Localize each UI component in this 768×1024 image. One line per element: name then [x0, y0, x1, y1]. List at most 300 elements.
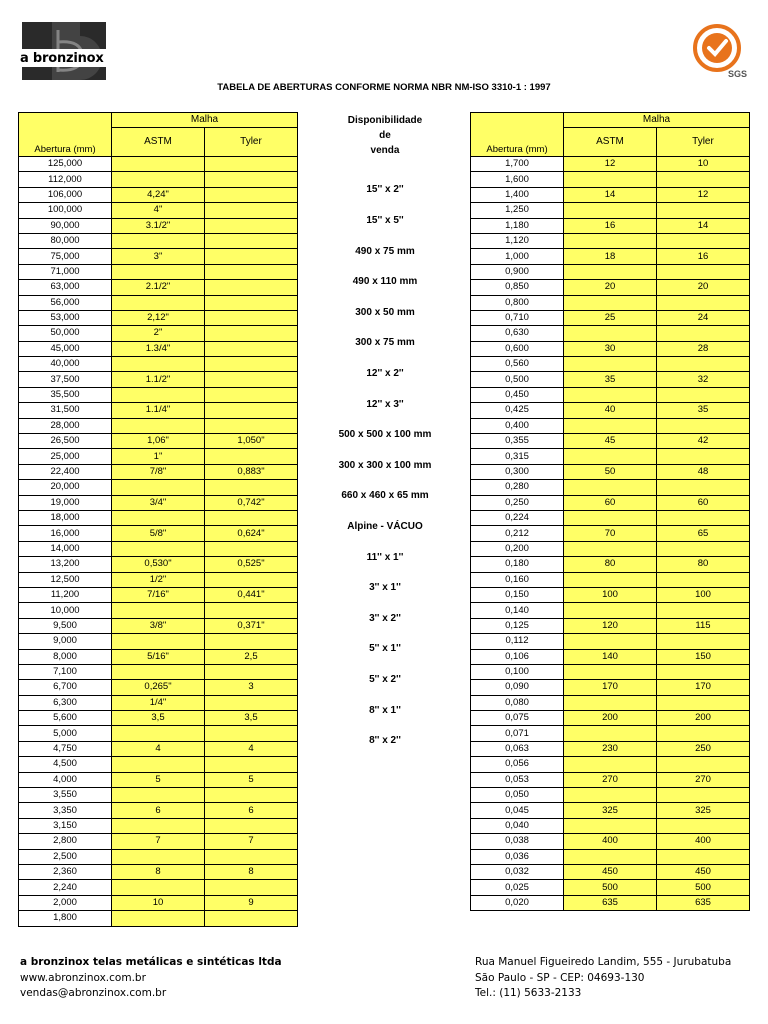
astm-cell — [564, 695, 657, 710]
table-row — [19, 557, 298, 572]
abertura-cell: 16,000 — [19, 526, 112, 541]
page-title: TABELA DE ABERTURAS CONFORME NORMA NBR NM-ISO 3310-1 : 1997 — [217, 82, 551, 93]
tyler-cell — [205, 695, 298, 710]
tyler-cell — [657, 510, 750, 525]
tyler-cell: 200 — [657, 711, 750, 726]
tyler-cell: 9 — [205, 895, 298, 910]
tyler-cell: 32 — [657, 372, 750, 387]
tyler-cell: 450 — [657, 864, 750, 879]
table-row — [19, 726, 298, 741]
table-row — [471, 695, 750, 710]
table-row — [19, 510, 298, 525]
abertura-cell: 0,053 — [471, 772, 564, 787]
abertura-cell: 0,900 — [471, 264, 564, 279]
table-row — [471, 326, 750, 341]
astm-header: ASTM — [564, 128, 657, 157]
disponibilidade-item: 300 x 300 x 100 mm — [338, 459, 432, 471]
abertura-cell: 1,120 — [471, 233, 564, 248]
astm-cell: 1/2" — [112, 572, 205, 587]
abertura-cell: 0,056 — [471, 757, 564, 772]
abertura-cell: 0,090 — [471, 680, 564, 695]
tyler-cell — [205, 510, 298, 525]
tyler-cell: 4 — [205, 741, 298, 756]
abertura-cell: 6,300 — [19, 695, 112, 710]
tyler-cell — [205, 480, 298, 495]
tyler-cell — [657, 480, 750, 495]
table-row — [471, 372, 750, 387]
disponibilidade-item: 5'' x 1'' — [369, 643, 401, 655]
table-row — [471, 587, 750, 602]
abertura-cell: 0,063 — [471, 741, 564, 756]
tyler-cell: 16 — [657, 249, 750, 264]
table-row — [19, 895, 298, 910]
astm-cell: 7/16" — [112, 587, 205, 602]
abertura-cell: 0,160 — [471, 572, 564, 587]
disponibilidade-item: 8'' x 2'' — [369, 735, 401, 747]
table-row — [19, 803, 298, 818]
disponibilidade-line: Disponibilidade — [347, 115, 423, 126]
table-row — [19, 680, 298, 695]
table-row — [19, 649, 298, 664]
astm-cell: 3,5 — [112, 711, 205, 726]
table-row — [19, 634, 298, 649]
astm-cell: 1/4" — [112, 695, 205, 710]
astm-cell: 7 — [112, 834, 205, 849]
abertura-cell: 1,600 — [471, 172, 564, 187]
table-row — [471, 664, 750, 679]
abertura-cell: 0,800 — [471, 295, 564, 310]
footer-address — [475, 955, 731, 1002]
astm-cell — [112, 849, 205, 864]
tyler-cell — [657, 788, 750, 803]
table-row — [471, 895, 750, 910]
table-row — [19, 310, 298, 325]
table-row — [19, 834, 298, 849]
abertura-cell: 37,500 — [19, 372, 112, 387]
astm-cell: 270 — [564, 772, 657, 787]
abertura-cell: 0,075 — [471, 711, 564, 726]
abertura-cell: 5,600 — [19, 711, 112, 726]
astm-cell — [564, 449, 657, 464]
table-row — [471, 557, 750, 572]
astm-cell — [564, 572, 657, 587]
astm-header: ASTM — [112, 128, 205, 157]
table-row — [19, 418, 298, 433]
tyler-cell — [657, 664, 750, 679]
table-row — [471, 880, 750, 895]
astm-cell — [564, 757, 657, 772]
tyler-cell: 325 — [657, 803, 750, 818]
astm-cell: 3/4" — [112, 495, 205, 510]
abertura-cell: 0,125 — [471, 618, 564, 633]
astm-cell: 170 — [564, 680, 657, 695]
tyler-cell — [205, 788, 298, 803]
abertura-cell: 0,315 — [471, 449, 564, 464]
astm-cell: 100 — [564, 587, 657, 602]
tyler-cell: 635 — [657, 895, 750, 910]
tyler-cell: 6 — [205, 803, 298, 818]
tyler-cell — [205, 233, 298, 248]
table-row — [471, 403, 750, 418]
table-row — [19, 464, 298, 479]
city-postal: São Paulo - SP - CEP: 04693-130 — [475, 971, 645, 984]
astm-cell — [564, 480, 657, 495]
table-row — [19, 741, 298, 756]
abertura-cell: 4,750 — [19, 741, 112, 756]
abertura-cell: 6,700 — [19, 680, 112, 695]
astm-cell: 45 — [564, 434, 657, 449]
astm-cell: 1,06" — [112, 434, 205, 449]
astm-cell — [112, 664, 205, 679]
tyler-cell: 12 — [657, 187, 750, 202]
abertura-cell: 4,500 — [19, 757, 112, 772]
astm-cell: 0,530" — [112, 557, 205, 572]
abertura-header: Abertura (mm) — [19, 113, 112, 157]
astm-cell: 140 — [564, 649, 657, 664]
astm-cell — [112, 387, 205, 402]
tyler-cell: 20 — [657, 280, 750, 295]
table-row — [471, 618, 750, 633]
table-row — [19, 603, 298, 618]
apertures-table-left — [18, 112, 298, 927]
table-row — [471, 264, 750, 279]
astm-cell — [564, 664, 657, 679]
abertura-cell: 0,600 — [471, 341, 564, 356]
abertura-cell: 12,500 — [19, 572, 112, 587]
abertura-cell: 0,560 — [471, 357, 564, 372]
tyler-cell: 80 — [657, 557, 750, 572]
astm-cell — [112, 264, 205, 279]
astm-cell: 1.1/4" — [112, 403, 205, 418]
abertura-cell: 2,500 — [19, 849, 112, 864]
astm-cell: 7/8" — [112, 464, 205, 479]
astm-cell — [112, 510, 205, 525]
abertura-cell: 25,000 — [19, 449, 112, 464]
tyler-cell: 28 — [657, 341, 750, 356]
abertura-cell: 90,000 — [19, 218, 112, 233]
table-row — [19, 249, 298, 264]
table-row — [471, 772, 750, 787]
astm-cell: 635 — [564, 895, 657, 910]
tyler-cell — [205, 418, 298, 433]
tyler-cell: 8 — [205, 864, 298, 879]
astm-cell: 80 — [564, 557, 657, 572]
abertura-cell: 0,300 — [471, 464, 564, 479]
tyler-cell — [205, 541, 298, 556]
astm-cell: 18 — [564, 249, 657, 264]
table-row — [19, 911, 298, 926]
tyler-cell — [205, 634, 298, 649]
table-row — [19, 233, 298, 248]
tyler-cell — [205, 818, 298, 833]
astm-cell — [112, 295, 205, 310]
table-row — [471, 634, 750, 649]
astm-cell: 20 — [564, 280, 657, 295]
abertura-cell: 0,080 — [471, 695, 564, 710]
abertura-cell: 9,000 — [19, 634, 112, 649]
tyler-cell — [205, 664, 298, 679]
tyler-cell — [205, 449, 298, 464]
disponibilidade-item: 490 x 75 mm — [355, 245, 415, 257]
astm-cell — [564, 295, 657, 310]
tyler-cell: 10 — [657, 157, 750, 172]
table-row — [19, 172, 298, 187]
tyler-cell — [657, 418, 750, 433]
abertura-cell: 75,000 — [19, 249, 112, 264]
tyler-cell — [657, 603, 750, 618]
table-row — [19, 295, 298, 310]
table-row — [471, 803, 750, 818]
abertura-cell: 0,450 — [471, 387, 564, 402]
table-row — [471, 510, 750, 525]
website-link[interactable]: www.abronzinox.com.br — [20, 971, 146, 984]
table-row — [471, 741, 750, 756]
table-row — [471, 757, 750, 772]
disponibilidade-item: 300 x 50 mm — [355, 306, 415, 318]
astm-cell: 12 — [564, 157, 657, 172]
abertura-cell: 0,425 — [471, 403, 564, 418]
astm-cell: 3.1/2" — [112, 218, 205, 233]
table-row — [19, 434, 298, 449]
abertura-cell: 0,150 — [471, 587, 564, 602]
table-row — [471, 541, 750, 556]
abertura-cell: 0,200 — [471, 541, 564, 556]
abertura-cell: 2,360 — [19, 864, 112, 879]
abertura-cell: 63,000 — [19, 280, 112, 295]
tyler-cell: 42 — [657, 434, 750, 449]
astm-cell — [564, 387, 657, 402]
table-row — [471, 480, 750, 495]
abertura-cell: 0,040 — [471, 818, 564, 833]
tyler-cell — [657, 387, 750, 402]
astm-cell — [112, 603, 205, 618]
tyler-header: Tyler — [657, 128, 750, 157]
astm-cell: 30 — [564, 341, 657, 356]
abertura-cell: 0,112 — [471, 634, 564, 649]
astm-cell: 4 — [112, 741, 205, 756]
company-name: a bronzinox telas metálicas e sintéticas ltda — [20, 956, 282, 968]
tyler-cell — [657, 757, 750, 772]
tyler-cell — [205, 726, 298, 741]
tyler-cell: 35 — [657, 403, 750, 418]
abertura-cell: 125,000 — [19, 157, 112, 172]
tyler-cell — [205, 295, 298, 310]
abertura-cell: 50,000 — [19, 326, 112, 341]
tyler-cell — [205, 310, 298, 325]
abertura-cell: 0,224 — [471, 510, 564, 525]
astm-cell — [112, 157, 205, 172]
table-row — [471, 495, 750, 510]
astm-cell: 500 — [564, 880, 657, 895]
tyler-cell: 24 — [657, 310, 750, 325]
tyler-cell: 3,5 — [205, 711, 298, 726]
abertura-cell: 1,180 — [471, 218, 564, 233]
table-row — [471, 295, 750, 310]
abertura-cell: 31,500 — [19, 403, 112, 418]
abertura-header: Abertura (mm) — [471, 113, 564, 157]
astm-cell: 1.3/4" — [112, 341, 205, 356]
tyler-cell — [205, 603, 298, 618]
tyler-cell: 150 — [657, 649, 750, 664]
astm-cell: 60 — [564, 495, 657, 510]
tyler-cell: 1,050" — [205, 434, 298, 449]
tyler-cell — [205, 572, 298, 587]
tyler-cell — [657, 264, 750, 279]
table-row — [19, 695, 298, 710]
table-row — [471, 849, 750, 864]
astm-cell — [564, 264, 657, 279]
table-row — [19, 280, 298, 295]
table-row — [19, 495, 298, 510]
tyler-cell — [657, 326, 750, 341]
astm-cell: 1.1/2" — [112, 372, 205, 387]
abertura-cell: 0,140 — [471, 603, 564, 618]
disponibilidade-item: 12'' x 3'' — [366, 398, 404, 410]
abertura-cell: 71,000 — [19, 264, 112, 279]
astm-cell: 200 — [564, 711, 657, 726]
sgs-certification-icon — [684, 24, 750, 80]
table-row — [19, 264, 298, 279]
astm-cell: 325 — [564, 803, 657, 818]
table-row — [471, 711, 750, 726]
abertura-cell: 1,700 — [471, 157, 564, 172]
tyler-cell — [657, 634, 750, 649]
tyler-cell: 0,742" — [205, 495, 298, 510]
tyler-cell — [205, 357, 298, 372]
astm-cell — [112, 726, 205, 741]
abertura-cell: 0,180 — [471, 557, 564, 572]
table-row — [19, 526, 298, 541]
abertura-cell: 1,000 — [471, 249, 564, 264]
astm-cell: 400 — [564, 834, 657, 849]
tyler-cell: 170 — [657, 680, 750, 695]
abertura-cell: 2,000 — [19, 895, 112, 910]
table-row — [19, 587, 298, 602]
table-row — [19, 541, 298, 556]
table-row — [471, 449, 750, 464]
abertura-cell: 3,150 — [19, 818, 112, 833]
table-row — [19, 572, 298, 587]
astm-cell: 4,24" — [112, 187, 205, 202]
astm-cell — [564, 634, 657, 649]
table-row — [471, 788, 750, 803]
abertura-cell: 3,550 — [19, 788, 112, 803]
disponibilidade-item: 8'' x 1'' — [369, 704, 401, 716]
tyler-cell — [205, 849, 298, 864]
table-row — [471, 434, 750, 449]
tyler-cell — [205, 757, 298, 772]
astm-cell: 4" — [112, 203, 205, 218]
table-row — [19, 341, 298, 356]
abertura-cell: 13,200 — [19, 557, 112, 572]
tyler-cell — [205, 218, 298, 233]
apertures-table-right — [470, 112, 750, 911]
table-row — [471, 603, 750, 618]
astm-cell — [564, 788, 657, 803]
abertura-cell: 0,032 — [471, 864, 564, 879]
table-row — [471, 341, 750, 356]
tyler-cell: 0,883" — [205, 464, 298, 479]
astm-cell: 2,12" — [112, 310, 205, 325]
tyler-cell: 3 — [205, 680, 298, 695]
astm-cell — [112, 480, 205, 495]
astm-cell: 5/16" — [112, 649, 205, 664]
disponibilidade-item: 3'' x 1'' — [369, 582, 401, 594]
disponibilidade-item: 500 x 500 x 100 mm — [338, 429, 432, 441]
table-row — [19, 772, 298, 787]
abertura-cell: 28,000 — [19, 418, 112, 433]
table-row — [471, 249, 750, 264]
astm-cell — [112, 541, 205, 556]
abertura-cell: 45,000 — [19, 341, 112, 356]
abertura-cell: 0,280 — [471, 480, 564, 495]
astm-cell — [564, 726, 657, 741]
malha-header: Malha — [564, 113, 750, 128]
astm-cell — [564, 172, 657, 187]
table-row — [471, 864, 750, 879]
abertura-cell: 80,000 — [19, 233, 112, 248]
abertura-cell: 18,000 — [19, 510, 112, 525]
astm-cell — [564, 603, 657, 618]
astm-cell: 8 — [112, 864, 205, 879]
astm-cell — [564, 203, 657, 218]
astm-cell: 2" — [112, 326, 205, 341]
table-row — [471, 172, 750, 187]
tyler-cell — [657, 295, 750, 310]
tyler-cell: 7 — [205, 834, 298, 849]
astm-cell — [564, 510, 657, 525]
abertura-cell: 0,106 — [471, 649, 564, 664]
abertura-cell: 0,025 — [471, 880, 564, 895]
astm-cell: 25 — [564, 310, 657, 325]
astm-cell: 50 — [564, 464, 657, 479]
abertura-cell: 5,000 — [19, 726, 112, 741]
table-row — [471, 233, 750, 248]
astm-cell — [564, 418, 657, 433]
table-row — [19, 849, 298, 864]
tyler-cell — [205, 880, 298, 895]
astm-cell: 14 — [564, 187, 657, 202]
sgs-label: SGS — [728, 69, 748, 79]
tyler-cell — [205, 249, 298, 264]
abertura-cell: 0,045 — [471, 803, 564, 818]
tyler-cell — [205, 157, 298, 172]
astm-cell — [112, 172, 205, 187]
tyler-cell — [657, 233, 750, 248]
abertura-cell: 112,000 — [19, 172, 112, 187]
table-row — [471, 680, 750, 695]
tyler-cell — [205, 326, 298, 341]
astm-cell: 3" — [112, 249, 205, 264]
abertura-cell: 0,630 — [471, 326, 564, 341]
table-row — [19, 449, 298, 464]
table-row — [19, 326, 298, 341]
abertura-cell: 7,100 — [19, 664, 112, 679]
tyler-cell — [205, 172, 298, 187]
tyler-header: Tyler — [205, 128, 298, 157]
astm-cell — [564, 818, 657, 833]
tyler-cell — [657, 572, 750, 587]
tyler-cell: 400 — [657, 834, 750, 849]
abertura-cell: 0,038 — [471, 834, 564, 849]
disponibilidade-line: venda — [370, 145, 400, 156]
astm-cell — [112, 233, 205, 248]
email-link[interactable]: vendas@abronzinox.com.br — [20, 987, 167, 999]
abertura-cell: 53,000 — [19, 310, 112, 325]
table-row — [471, 310, 750, 325]
tyler-cell — [657, 849, 750, 864]
tyler-cell: 65 — [657, 526, 750, 541]
